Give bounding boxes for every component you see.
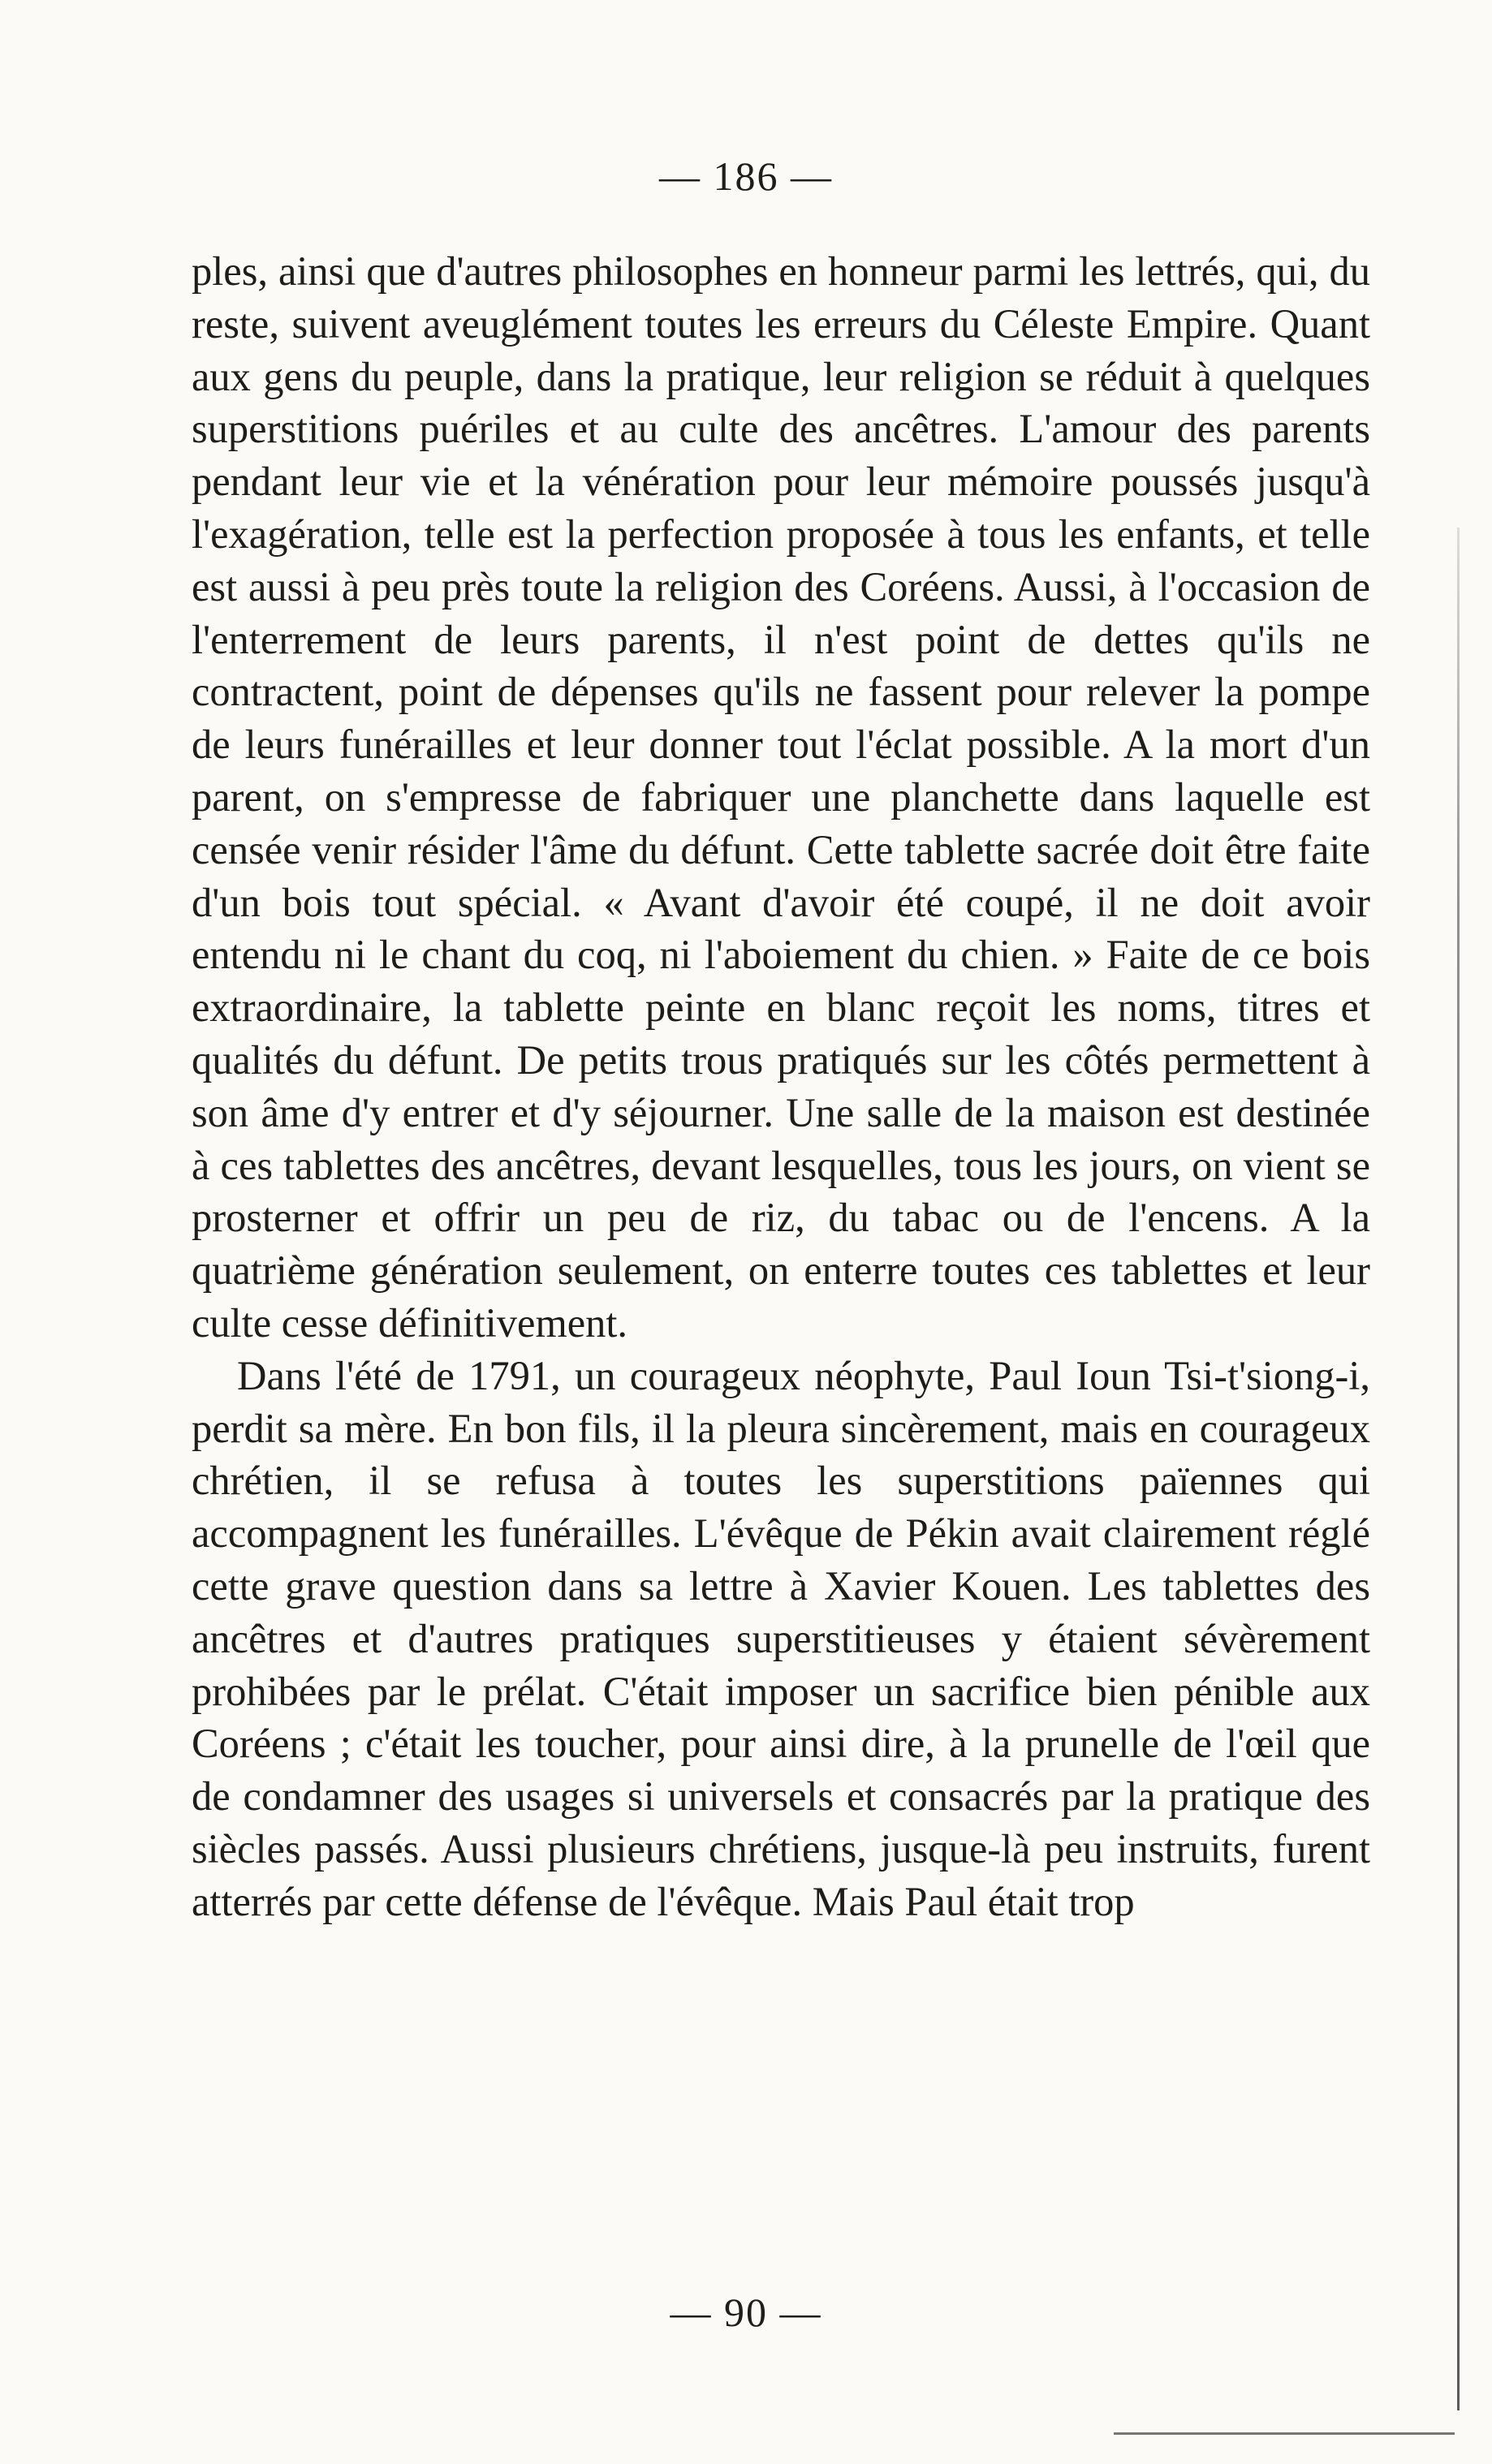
scan-bottom-edge bbox=[1114, 2432, 1455, 2435]
page-footer-number: — 90 — bbox=[670, 2290, 822, 2335]
scan-right-edge bbox=[1457, 528, 1460, 2410]
body-text bbox=[192, 245, 1370, 1928]
paragraph-2: Dans l'été de 1791, un courageux néophyte, Paul Ioun Tsi-t'siong-i, perdit sa mère. En bon fils, il la pleura sincèrement, mais en courageux chrétien, il se refusa à toutes les superstitions païennes qui accompagnent les funérailles. L'évêque de Pékin avait clairement réglé cette grave question dans sa lettre à Xavier Kouen. Les tablettes des ancêtres et d'autres pratiques superstitieuses y étaient sévèrement prohibées par le prélat. C'était imposer un sacrifice bien pénible aux Coréens ; c'était les toucher, pour ainsi dire, à la prunelle de l'œil que de condamner des usages si universels et consacrés par la pratique des siècles passés. Aussi plusieurs chrétiens, jusque-là peu instruits, furent atterrés par cette défense de l'évêque. Mais Paul était trop bbox=[192, 1352, 1370, 1924]
page-header-number: — 186 — bbox=[659, 153, 833, 199]
paragraph-1: ples, ainsi que d'autres philosophes en honneur parmi les lettrés, qui, du reste, suivent aveuglément toutes les erreurs du Céleste Empire. Quant aux gens du peuple, dans la pratique, leur religion se réduit à quelques superstitions puériles et au culte des ancêtres. L'amour des parents pendant leur vie et la vénération pour leur mémoire poussés jusqu'à l'exagération, telle est la perfection proposée à tous les enfants, et telle est aussi à peu près toute la religion des Coréens. Aussi, à l'occasion de l'enterrement de leurs parents, il n'est point de dettes qu'ils ne contractent, point de dépenses qu'ils ne fassent pour relever la pompe de leurs funérailles et leur donner tout l'éclat possible. A la mort d'un parent, on s'empresse de fabriquer une planchette dans laquelle est censée venir résider l'âme du défunt. Cette tablette sacrée doit être faite d'un bois tout spécial. « Avant d'avoir été coupé, il ne doit avoir entendu ni le chant du coq, ni l'aboiement du chien. » Faite de ce bois extraordinaire, la tablette peinte en blanc reçoit les noms, titres et qualités du défunt. De petits trous pratiqués sur les côtés permettent à son âme d'y entrer et d'y séjourner. Une salle de la maison est destinée à ces tablettes des ancêtres, devant lesquelles, tous les jours, on vient se prosterner et offrir un peu de riz, du tabac ou de l'encens. A la quatrième génération seulement, on enterre toutes ces tablettes et leur culte cesse définitivement. bbox=[192, 248, 1370, 1346]
